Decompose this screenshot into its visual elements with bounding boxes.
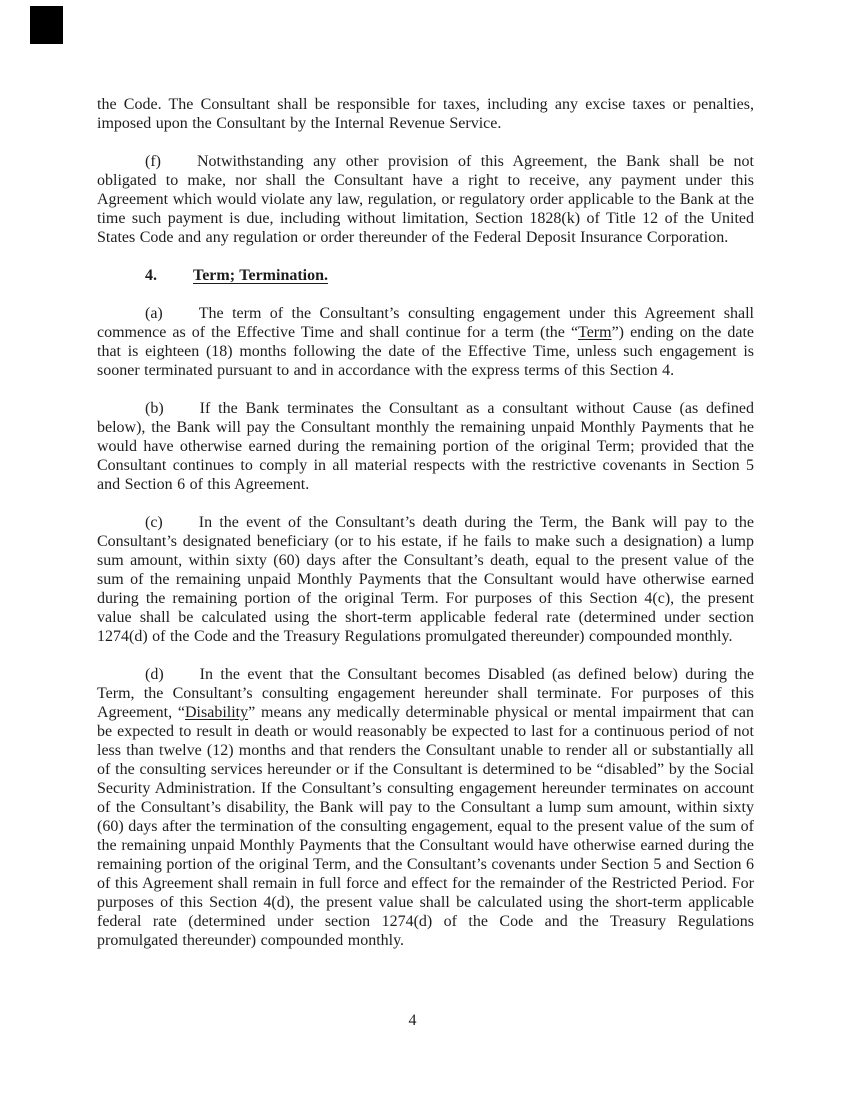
underlined-term: Term [578,324,612,341]
underlined-term: Term; Termination. [193,267,329,284]
section-heading [97,266,754,285]
paragraph-label: (a) [145,305,163,322]
text-run: If the Bank terminates the Consultant as a consultant without Cause (as defined below), the Bank will pay the Consultant monthly the remaining unpaid Monthly Payments that he would have otherwise earned during the remaining portion of the original Term; provided that the Consultant continues to comply in all material respects with the restrictive covenants in Section 5 and Section 6 of this Agreement. [97,400,754,493]
paragraph-label: (b) [145,400,164,417]
document-body [97,95,754,969]
paragraph [97,665,754,950]
paragraph-label: (c) [145,514,163,531]
paragraph-label: 4. [145,267,157,284]
paragraph [97,95,754,133]
paragraph [97,399,754,494]
text-run: The term of the Consultant’s consulting engagement under this Agreement shall commence as of the Effective Time and shall continue for a term (the “ [97,305,754,341]
paragraph-label: (f) [145,153,161,170]
paragraph [97,152,754,247]
underlined-term: Disability [185,704,249,721]
text-run: In the event that the Consultant becomes Disabled (as defined below) during the Term, the Consultant’s consulting engagement hereunder shall terminate. For purposes of this Agreement, “ [97,666,754,721]
text-run: Notwithstanding any other provision of this Agreement, the Bank shall be not obligated to make, nor shall the Consultant have a right to receive, any payment under this Agreement which would violate any law, regulation, or regulatory order applicable to the Bank at the time such payment is due, including without limitation, Section 1828(k) of Title 12 of the United States Code and any regulation or order thereunder of the Federal Deposit Insurance Corporation. [97,153,754,246]
paragraph [97,304,754,380]
paragraph-label: (d) [145,666,164,683]
page-number: 4 [408,1012,417,1029]
paragraph [97,513,754,646]
text-run: ” means any medically determinable physical or mental impairment that can be expected to result in death or would reasonably be expected to last for a continuous period of not less than twelve (12) months and that renders the Consultant unable to render all or substantially all of the consulting services hereunder or if the Consultant is determined to be “disabled” by the Social Security Administration. If the Consultant’s consulting engagement hereunder terminates on account of the Consultant’s disability, the Bank will pay to the Consultant a lump sum amount, within sixty (60) days after the termination of the consulting engagement, equal to the present value of the sum of the remaining unpaid Monthly Payments that the Consultant would have otherwise earned during the remaining portion of the original Term, and the Consultant’s covenants under Section 5 and Section 6 of this Agreement shall remain in full force and effect for the remainder of the Restricted Period. For purposes of this Section 4(d), the present value shall be calculated using the short-term applicable federal rate (determined under section 1274(d) of the Code and the Treasury Regulations promulgated thereunder) compounded monthly. [97,704,754,949]
text-run: the Code. The Consultant shall be responsible for taxes, including any excise taxes or penalties, imposed upon the Consultant by the Internal Revenue Service. [97,96,754,132]
text-run: ”) ending on the date that is eighteen (18) months following the date of the Effective Time, unless such engagement is sooner terminated pursuant to and in accordance with the express terms of this Section 4. [97,324,755,379]
page-footer [0,1012,849,1030]
scan-artifact-mark [30,6,63,44]
text-run: In the event of the Consultant’s death during the Term, the Bank will pay to the Consultant’s designated beneficiary (or to his estate, if he fails to make such a designation) a lump sum amount, within sixty (60) days after the Consultant’s death, equal to the present value of the sum of the remaining unpaid Monthly Payments that the Consultant would have otherwise earned during the remaining portion of the original Term. For purposes of this Section 4(c), the present value shall be calculated using the short-term applicable federal rate (determined under section 1274(d) of the Code and the Treasury Regulations promulgated thereunder) compounded monthly. [97,514,754,645]
